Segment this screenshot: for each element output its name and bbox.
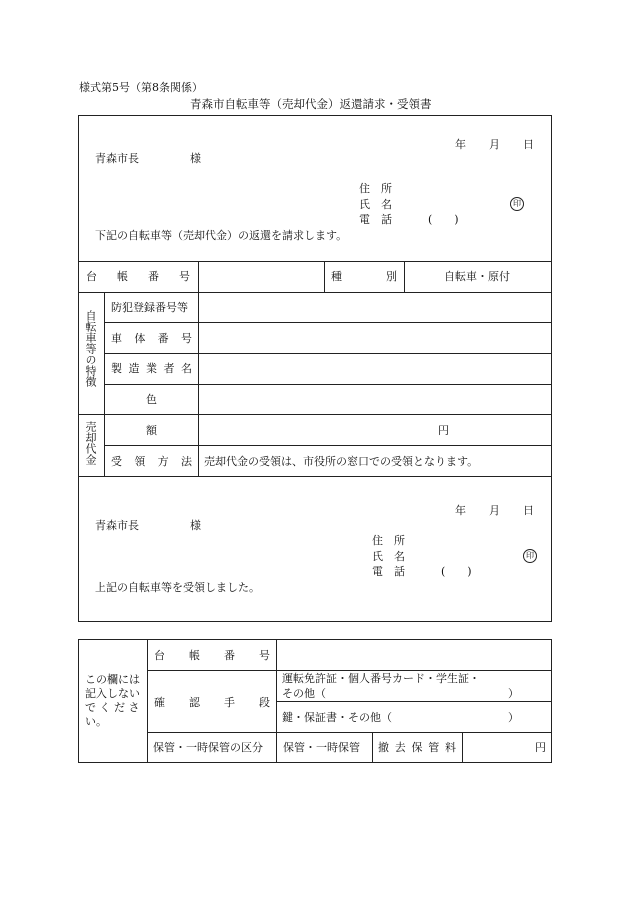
office-note-line: この欄には [85, 673, 140, 686]
receipt-phone-label: 電 話 [372, 565, 405, 578]
request-seal-mark: 印 [510, 197, 524, 211]
body-number-label: 車 体 番 号 [111, 332, 192, 345]
confirm-option-1-other: その他（ [282, 687, 326, 700]
receipt-name-label: 氏 名 [372, 550, 405, 563]
divider [104, 353, 552, 354]
type-label: 種 別 [331, 270, 397, 283]
request-date-month: 月 [489, 138, 500, 151]
amount-unit: 円 [438, 424, 449, 437]
receipt-address-label: 住 所 [372, 534, 405, 547]
divider [372, 732, 373, 763]
receipt-method-value: 売却代金の受領は、市役所の窓口での受領となります。 [204, 455, 479, 468]
proceeds-group-label: 売却代金 [84, 421, 97, 465]
request-statement: 下記の自転車等（売却代金）の返還を請求します。 [95, 229, 348, 242]
divider [404, 261, 405, 292]
crime-registration-label: 防犯登録番号等 [111, 301, 188, 314]
form-title: 青森市自転車等（売却代金）返還請求・受領書 [190, 97, 432, 111]
ledger-number-label: 台 帳 番 号 [86, 270, 190, 283]
divider [324, 261, 325, 292]
divider [147, 732, 552, 733]
storage-category-label: 保管・一時保管の区分 [153, 741, 263, 754]
form-number: 様式第5号（第8条関係） [79, 81, 203, 94]
storage-category-value: 保管・一時保管 [283, 741, 360, 754]
office-note-line: い。 [85, 715, 107, 728]
removal-fee-unit: 円 [535, 741, 546, 754]
receipt-honorific: 様 [190, 519, 201, 532]
manufacturer-label: 製 造 業 者 名 [111, 362, 192, 375]
features-group-label: 自転車等の特徴 [84, 310, 97, 387]
receipt-seal-mark: 印 [523, 549, 537, 563]
request-date-day: 日 [523, 138, 534, 151]
request-phone-parens: ( ) [428, 213, 459, 226]
receipt-date-day: 日 [523, 504, 534, 517]
receipt-date-month: 月 [489, 504, 500, 517]
receipt-phone-parens: ( ) [441, 565, 472, 578]
divider [104, 445, 552, 446]
office-note-line: 記入しない [85, 687, 140, 700]
divider [104, 292, 105, 476]
confirm-option-2-close: ） [508, 711, 519, 724]
divider [147, 670, 552, 671]
removal-fee-label: 撤 去 保 管 料 [378, 741, 456, 754]
divider [276, 701, 552, 702]
confirm-method-label: 確 認 手 段 [154, 696, 270, 709]
type-value: 自転車・原付 [444, 270, 510, 283]
confirm-option-1: 運転免許証・個人番号カード・学生証・ [282, 672, 480, 685]
divider [104, 322, 552, 323]
divider [198, 292, 199, 476]
divider [78, 292, 552, 293]
request-name-label: 氏 名 [359, 198, 392, 211]
divider [147, 639, 148, 763]
request-address-label: 住 所 [359, 182, 392, 195]
amount-label: 額 [146, 424, 157, 437]
divider [198, 261, 199, 292]
receipt-date-year: 年 [455, 504, 466, 517]
receipt-addressee: 青森市長 [95, 519, 139, 532]
divider [78, 261, 552, 262]
request-date-year: 年 [455, 138, 466, 151]
receipt-method-label: 受 領 方 法 [111, 455, 192, 468]
divider [78, 476, 552, 477]
divider [104, 384, 552, 385]
request-phone-label: 電 話 [359, 213, 392, 226]
request-addressee: 青森市長 [95, 152, 139, 165]
divider [462, 732, 463, 763]
color-label: 色 [146, 393, 157, 406]
request-honorific: 様 [190, 152, 201, 165]
confirm-option-1-close: ） [508, 687, 519, 700]
confirm-option-2: 鍵・保証書・その他（ [282, 711, 392, 724]
office-note-line: で く だ さ [85, 701, 140, 714]
office-ledger-label: 台 帳 番 号 [154, 649, 270, 662]
divider [78, 414, 552, 415]
receipt-statement: 上記の自転車等を受領しました。 [95, 581, 260, 594]
